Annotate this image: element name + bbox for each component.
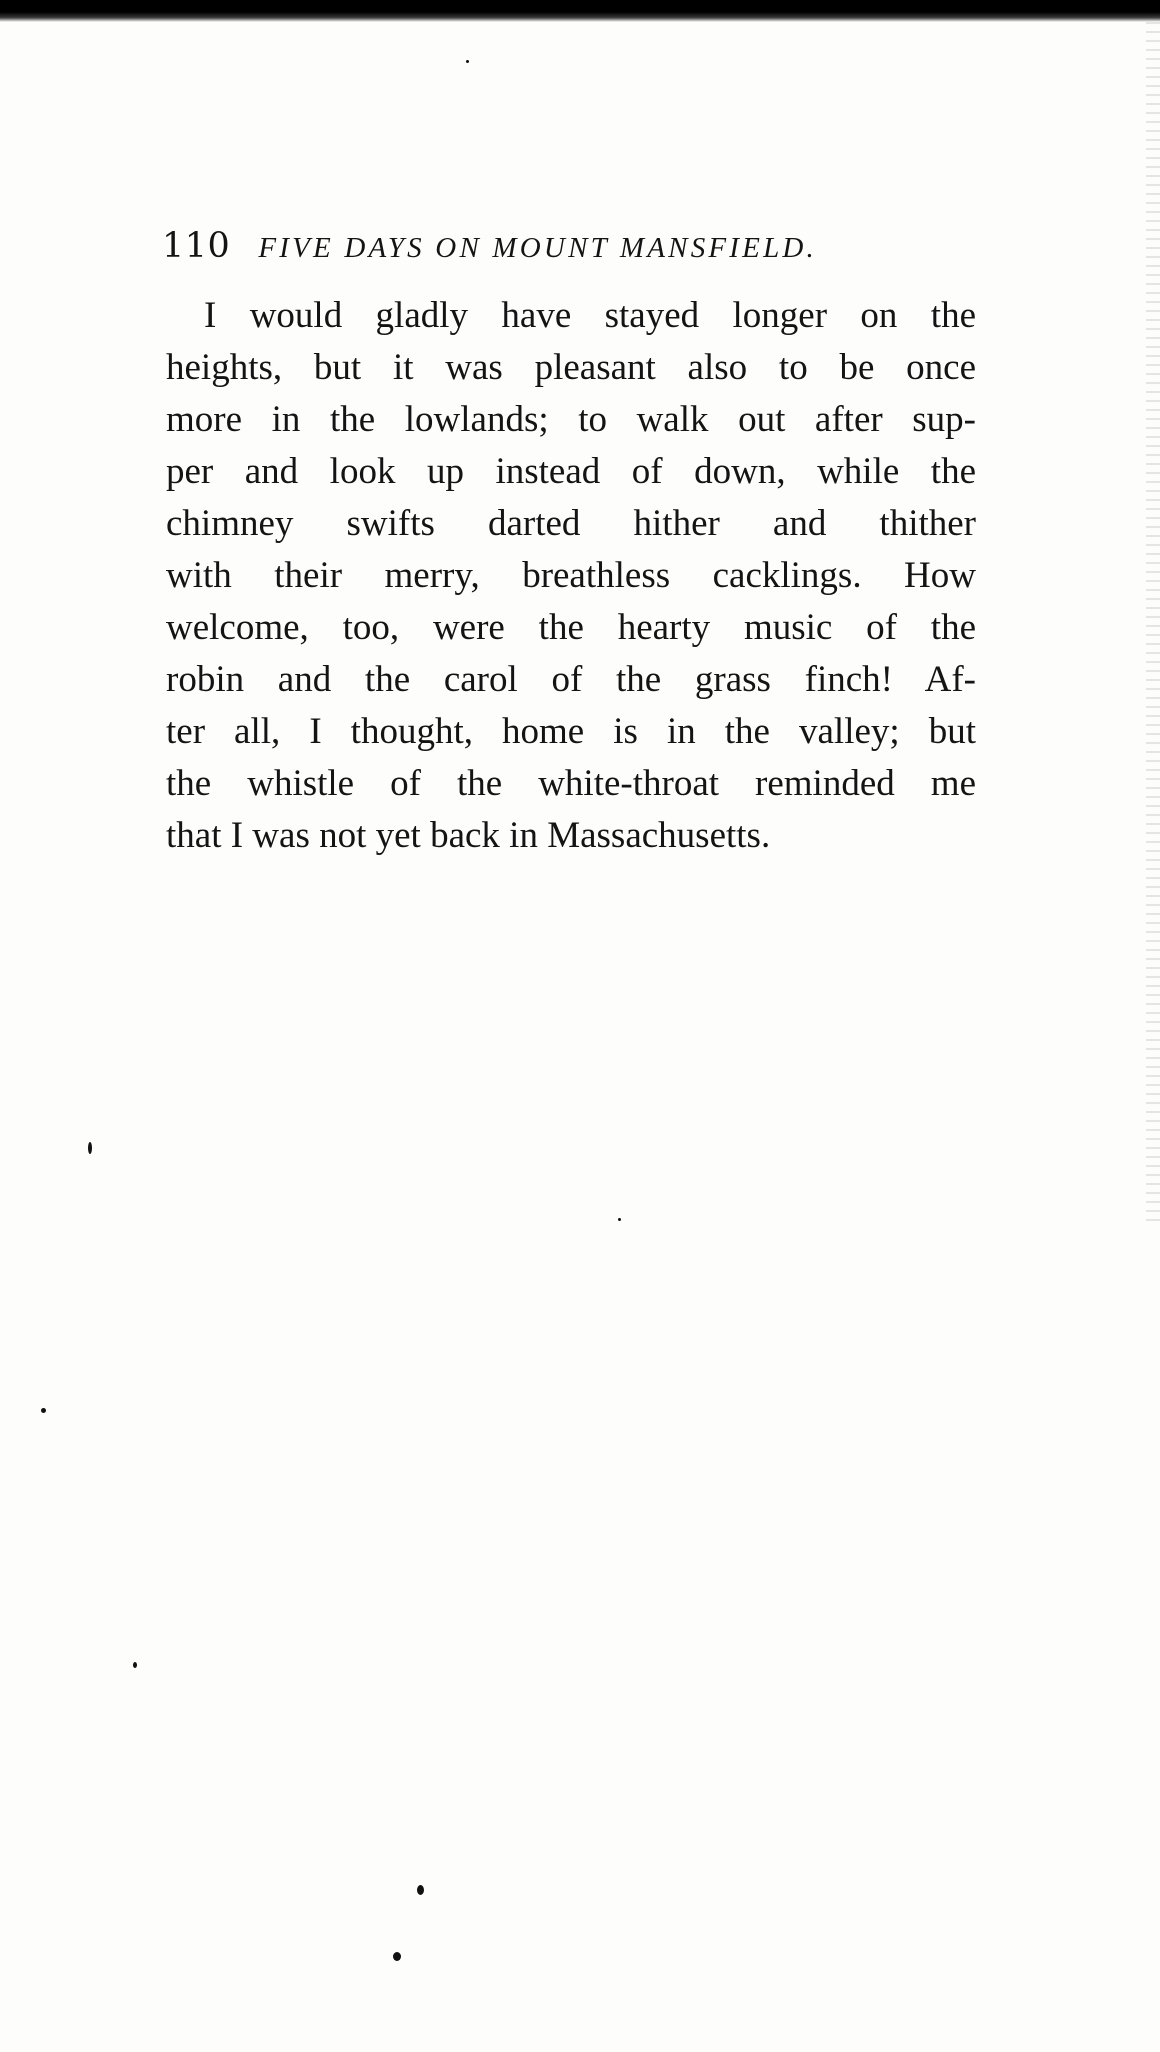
- ink-speck: [417, 1885, 424, 1895]
- ink-speck: [466, 60, 469, 63]
- text-line: chimney swifts darted hither and thither: [166, 503, 976, 544]
- text-line: the whistle of the white-throat reminded me: [166, 763, 976, 804]
- ink-speck: [133, 1662, 137, 1668]
- text-line: that I was not yet back in Massachusetts.: [166, 815, 771, 856]
- ink-speck: [393, 1952, 401, 1961]
- text-line: more in the lowlands; to walk out after sup-: [166, 399, 976, 440]
- running-head: [162, 226, 1002, 274]
- ink-speck: [618, 1218, 621, 1221]
- running-title: FIVE DAYS ON MOUNT MANSFIELD.: [258, 232, 817, 264]
- scan-right-edge: [1146, 22, 1160, 1222]
- text-line: I would gladly have stayed longer on the: [204, 295, 976, 336]
- text-line: ter all, I thought, home is in the valley; but: [166, 711, 976, 752]
- text-line: heights, but it was pleasant also to be once: [166, 347, 976, 388]
- text-line: robin and the carol of the grass finch! Af-: [166, 659, 976, 700]
- text-line: with their merry, breathless cacklings. How: [166, 555, 976, 596]
- page-number: 110: [162, 226, 231, 266]
- text-line: welcome, too, were the hearty music of the: [166, 607, 976, 648]
- ink-speck: [41, 1408, 46, 1413]
- paragraph: [166, 290, 976, 862]
- ink-speck: [88, 1142, 92, 1154]
- text-line: per and look up instead of down, while the: [166, 451, 976, 492]
- scan-top-edge: [0, 0, 1160, 22]
